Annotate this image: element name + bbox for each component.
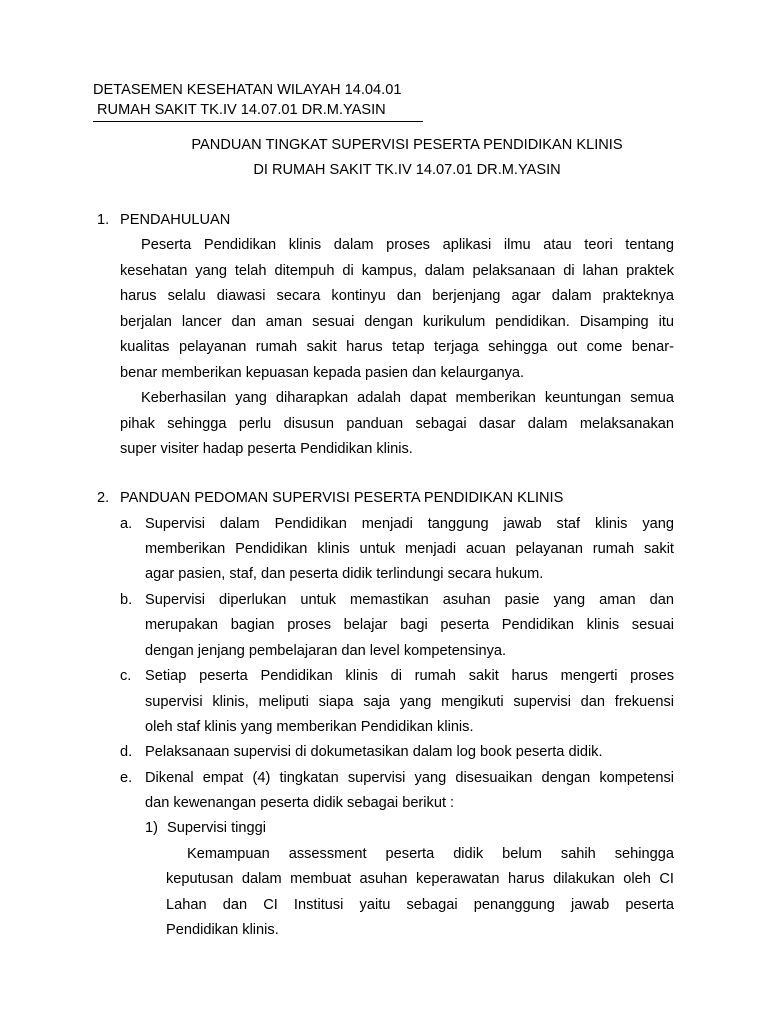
section-1-para1-line: Peserta Pendidikan klinis dalam proses aplikasi ilmu atau teori tentang — [141, 237, 674, 253]
section-1-para1-line: benar memberikan kepuasan kepada pasien dan kelaurganya. — [120, 365, 525, 381]
list-item-e-line: dan kewenangan peserta didik sebagai berikut : — [145, 795, 455, 811]
institution-name: DETASEMEN KESEHATAN WILAYAH 14.04.01 — [93, 82, 402, 98]
section-1-para1-line: harus selalu diawasi secara kontinyu dan berjenjang agar dalam prakteknya — [120, 288, 674, 304]
section-2-number: 2. — [97, 490, 110, 506]
list-marker-e: e. — [120, 770, 133, 786]
sublist-line: keputusan dalam membuat asuhan keperawatan harus dilakukan oleh CI — [166, 871, 674, 887]
sublist-heading: Supervisi tinggi — [167, 820, 266, 836]
list-item-c-line: supervisi klinis, meliputi siapa saja yang mengikuti supervisi dan frekuensi — [145, 694, 674, 710]
section-1-para2-line: pihak sehingga perlu disusun panduan sebagai dasar dalam melaksanakan — [120, 416, 674, 432]
sublist-line: Pendidikan klinis. — [166, 922, 279, 938]
section-1-para1-line: berjalan lancer dan aman sesuai dengan kurikulum pendidikan. Disamping itu — [120, 314, 674, 330]
sublist-line: Lahan dan CI Institusi yaitu sebagai penanggung jawab peserta — [166, 897, 674, 913]
document-title: PANDUAN TINGKAT SUPERVISI PESERTA PENDIDIKAN KLINIS — [191, 137, 623, 153]
sublist-marker-1: 1) — [145, 820, 158, 836]
list-marker-b: b. — [120, 592, 133, 608]
list-item-c-line: oleh staf klinis yang memberikan Pendidikan klinis. — [145, 719, 474, 735]
section-2-heading: PANDUAN PEDOMAN SUPERVISI PESERTA PENDIDIKAN KLINIS — [120, 490, 564, 506]
list-item-e-line: Dikenal empat (4) tingkatan supervisi yang disesuaikan dengan kompetensi — [145, 770, 674, 786]
list-item-b-line: merupakan bagian proses belajar bagi peserta Pendidikan klinis sesuai — [145, 617, 674, 633]
list-item-a-line: Supervisi dalam Pendidikan menjadi tanggung jawab staf klinis yang — [145, 516, 674, 532]
section-1-number: 1. — [97, 212, 110, 228]
section-1-para1-line: kualitas pelayanan rumah sakit harus tetap terjaga sehingga out come benar- — [120, 339, 674, 355]
hospital-name: RUMAH SAKIT TK.IV 14.07.01 DR.M.YASIN — [97, 102, 386, 118]
list-item-a-line: agar pasien, staf, dan peserta didik terlindungi secara hukum. — [145, 566, 544, 582]
list-marker-d: d. — [120, 744, 133, 760]
document-subtitle: DI RUMAH SAKIT TK.IV 14.07.01 DR.M.YASIN — [253, 162, 561, 178]
section-1-para2-line: super visiter hadap peserta Pendidikan klinis. — [120, 441, 413, 457]
list-marker-c: c. — [120, 668, 132, 684]
list-item-a-line: memberikan Pendidikan klinis untuk menjadi acuan pelayanan rumah sakit — [145, 541, 674, 557]
list-item-c-line: Setiap peserta Pendidikan klinis di rumah sakit harus mengerti proses — [145, 668, 674, 684]
header-underline — [93, 121, 423, 122]
list-item-b-line: dengan jenjang pembelajaran dan level kompetensinya. — [145, 643, 507, 659]
section-1-para1-line: kesehatan yang telah ditempuh di kampus, dalam pelaksanaan di lahan praktek — [120, 263, 674, 279]
list-item-b-line: Supervisi diperlukan untuk memastikan asuhan pasie yang aman dan — [145, 592, 674, 608]
sublist-line: Kemampuan assessment peserta didik belum sahih sehingga — [187, 846, 674, 862]
list-marker-a: a. — [120, 516, 133, 532]
list-item-d-line: Pelaksanaan supervisi di dokumetasikan dalam log book peserta didik. — [145, 744, 603, 760]
section-1-heading: PENDAHULUAN — [120, 212, 231, 228]
section-1-para2-line: Keberhasilan yang diharapkan adalah dapat memberikan keuntungan semua — [141, 390, 674, 406]
